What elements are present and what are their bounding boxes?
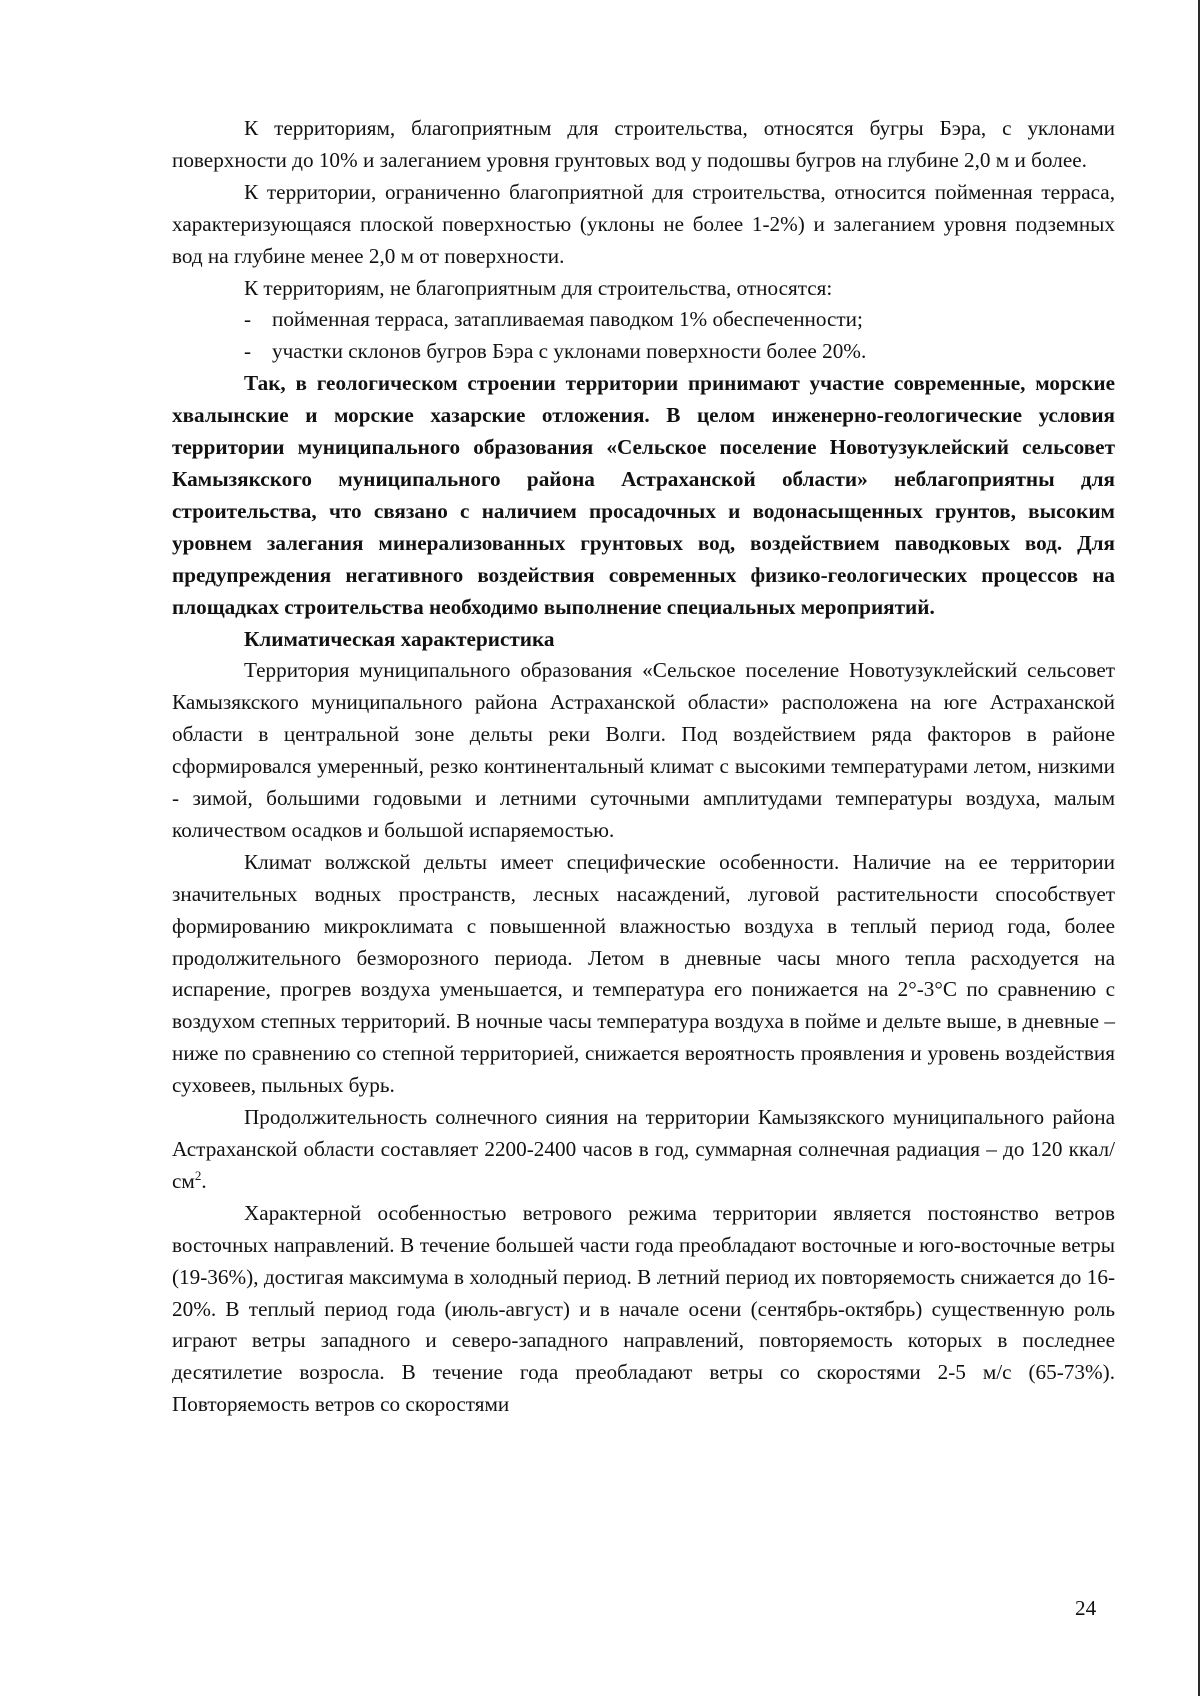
sunshine-end: .: [201, 1168, 207, 1193]
list-item-text: участки склонов бугров Бэра с уклонами поверхности более 20%.: [272, 339, 867, 364]
section-heading-climate: Климатическая характеристика: [244, 626, 555, 651]
paragraph-favorable: К территориям, благоприятным для строительства, относятся бугры Бэра, с уклонами поверхности до 10% и залеганием уровня грунтовых вод у подошвы бугров на глубине 2,0 м и более.: [172, 116, 1115, 172]
paragraph-sunshine: [172, 1102, 1115, 1198]
sunshine-text: Продолжительность солнечного сияния на территории Камызякского муниципального района Астраханской области составляет 2200-2400 часов в год, суммарная солнечная радиация – до 120 ккал/см: [172, 1105, 1115, 1193]
paragraph-unfavorable-intro: К территориям, не благоприятным для строительства, относятся:: [244, 275, 833, 300]
list-item-text: пойменная терраса, затапливаемая паводком 1% обеспеченности;: [272, 307, 863, 332]
page-number: 24: [1075, 1596, 1097, 1620]
paragraph-wind: Характерной особенностью ветрового режима территории является постоянство ветров восточных направлений. В течение большей части года преобладают восточные и юго-восточные ветры (19-36%), достигая максимума в холодный период. В летний период их повторяемость снижается до 16-20%. В теплый период года (июль-август) и в начале осени (сентябрь-октябрь) существенную роль играют ветры западного и северо-западного направлений, повторяемость которых в последнее десятилетие возросла. В течение года преобладают ветры со скоростями 2-5 м/с (65-73%). Повторяемость ветров со скоростями: [172, 1200, 1115, 1417]
paragraph-delta-climate: Климат волжской дельты имеет специфические особенности. Наличие на ее территории значительных водных пространств, лесных насаждений, луговой растительности способствует формированию микроклимата с повышенной влажностью воздуха в теплый период года, более продолжительного безморозного периода. Летом в дневные часы много тепла расходуется на испарение, прогрев воздуха уменьшается, и температура его понижается на 2°-3°С по сравнению с воздухом степных территорий. В ночные часы температура воздуха в пойме и дельте выше, в дневные – ниже по сравнению со степной территорией, снижается вероятность проявления и уровень воздействия суховеев, пыльных бурь.: [172, 849, 1115, 1098]
paragraph-limited: К территории, ограниченно благоприятной для строительства, относится пойменная терраса, характеризующаяся плоской поверхностью (уклоны не более 1-2%) и залеганием уровня подземных вод на глубине менее 2,0 м от поверхности.: [172, 179, 1115, 268]
bullet-marker: -: [244, 339, 252, 364]
paragraph-climate-location: Территория муниципального образования «Сельское поселение Новотузуклейский сельсовет Камызякского муниципального района Астраханской области» расположена на юге Астраханской области в центральной зоне дельты реки Волги. Под воздействием ряда факторов в районе сформировался умеренный, резко континентальный климат с высокими температурами летом, низкими - зимой, большими годовыми и летними суточными амплитудами температуры воздуха, малым количеством осадков и большой испаряемостью.: [172, 658, 1115, 842]
paragraph-geology-summary: Так, в геологическом строении территории принимают участие современные, морские хвалынские и морские хазарские отложения. В целом инженерно-геологические условия территории муниципального образования «Сельское поселение Новотузуклейский сельсовет Камызякского муниципального района Астраханской области» неблагоприятны для строительства, что связано с наличием просадочных и водонасыщенных грунтов, высоким уровнем залегания минерализованных грунтовых вод, воздействием паводковых вод. Для предупреждения негативного воздействия современных физико-геологических процессов на площадках строительства необходимо выполнение специальных мероприятий.: [172, 371, 1115, 619]
bullet-marker: -: [244, 307, 252, 332]
list-item: [172, 304, 1115, 336]
page-body: [172, 113, 1115, 1421]
list-item: [172, 336, 1115, 368]
superscript: 2: [194, 1167, 202, 1183]
